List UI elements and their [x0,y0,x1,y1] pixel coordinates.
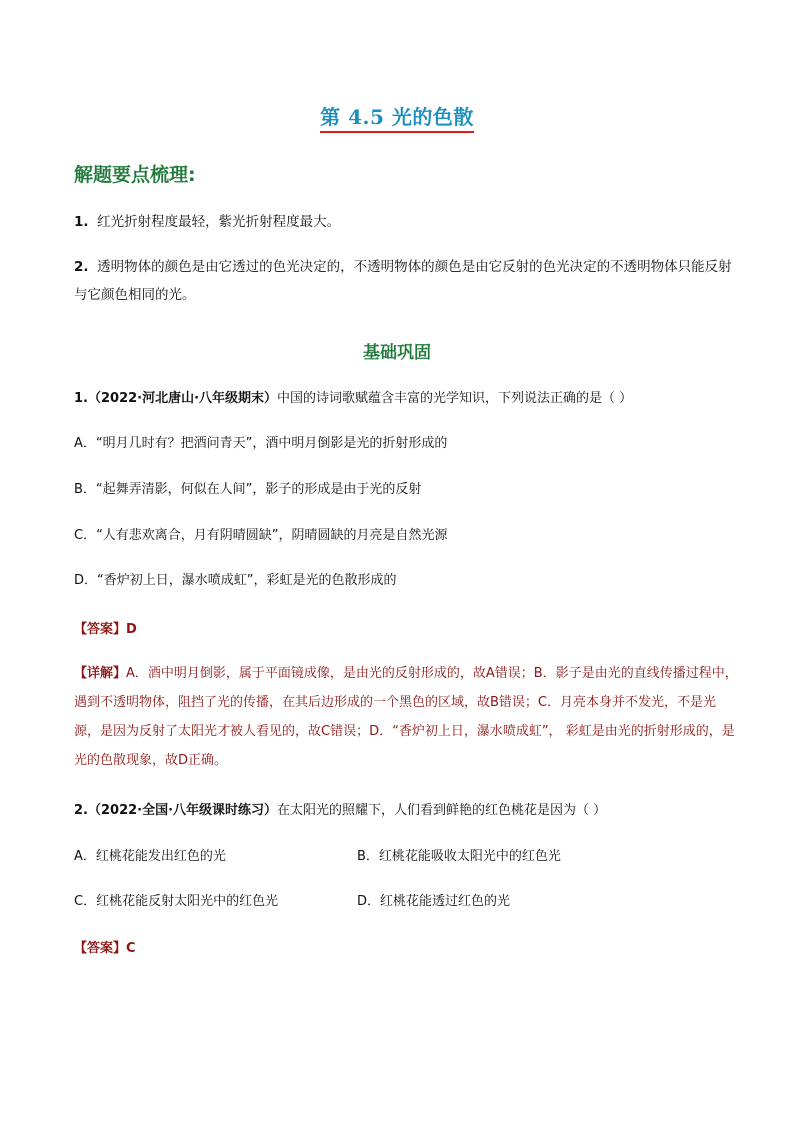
question-source: （2022·全国·八年级课时练习） [87,803,278,818]
tip-item-2 [74,253,734,309]
tip-text: 红光折射程度最轻，紫光折射程度最大。 [97,214,341,230]
q1-option-a: A．“明月几时有？把酒问青天”，酒中明月倒影是光的折射形成的 [74,436,448,451]
answer-label: 【答案】 [74,941,127,956]
tip-number: 1. [74,214,89,230]
q1-detail [74,659,738,775]
tip-item-1 [74,208,734,236]
question-2-stem [74,800,734,822]
question-text: 在太阳光的照耀下，人们看到鲜艳的红色桃花是因为（ ） [277,803,607,818]
tip-number: 2. [74,259,89,275]
q1-option-b: B．“起舞弄清影，何似在人间”，影子的形成是由于光的反射 [74,482,422,497]
answer-value: D [126,622,137,637]
question-source: （2022·河北唐山·八年级期末） [87,391,278,406]
q2-option-d: D．红桃花能透过红色的光 [357,894,511,909]
q1-answer [74,618,137,637]
tips-heading: 解题要点梳理: [74,164,196,186]
q1-option-c: C．“人有悲欢离合，月有阴晴圆缺”，阴晴圆缺的月亮是自然光源 [74,528,448,543]
question-number: 2. [74,803,88,818]
section-heading: 基础巩固 [363,343,431,363]
question-text: 中国的诗词歌赋蕴含丰富的光学知识，下列说法正确的是（ ） [277,391,633,406]
q2-answer [74,937,136,956]
answer-label: 【答案】 [74,622,127,637]
question-number: 1. [74,391,88,406]
q1-option-d: D．“香炉初上日，瀑水喷成虹”，彩虹是光的色散形成的 [74,573,397,588]
title-container [0,101,794,133]
q2-option-b: B．红桃花能吸收太阳光中的红色光 [357,849,561,864]
detail-label: 【详解】 [74,666,127,681]
detail-text: A．酒中明月倒影，属于平面镜成像，是由光的反射形成的，故A错误；B．影子是由光的直线传播过程中，遇到不透明物体，阻挡了光的传播，在其后边形成的一个黑色的区域，故B错误；C．月亮本身并不发光，不是光源，是因为反射了太阳光才被人看见的，故C错误；D．“香炉初上日，瀑水喷成虹”， 彩虹是由光的折射形成的，是光的色散现象，故D正确。 [74,666,738,768]
question-1-stem [74,388,734,410]
q2-option-c: C．红桃花能反射太阳光中的红色光 [74,894,279,909]
q2-option-a: A．红桃花能发出红色的光 [74,849,226,864]
page-title: 第 4.5 光的色散 [320,101,474,133]
tip-text: 透明物体的颜色是由它透过的色光决定的，不透明物体的颜色是由它反射的色光决定的不透明物体只能反射与它颜色相同的光。 [74,259,732,303]
answer-value: C [126,941,136,956]
